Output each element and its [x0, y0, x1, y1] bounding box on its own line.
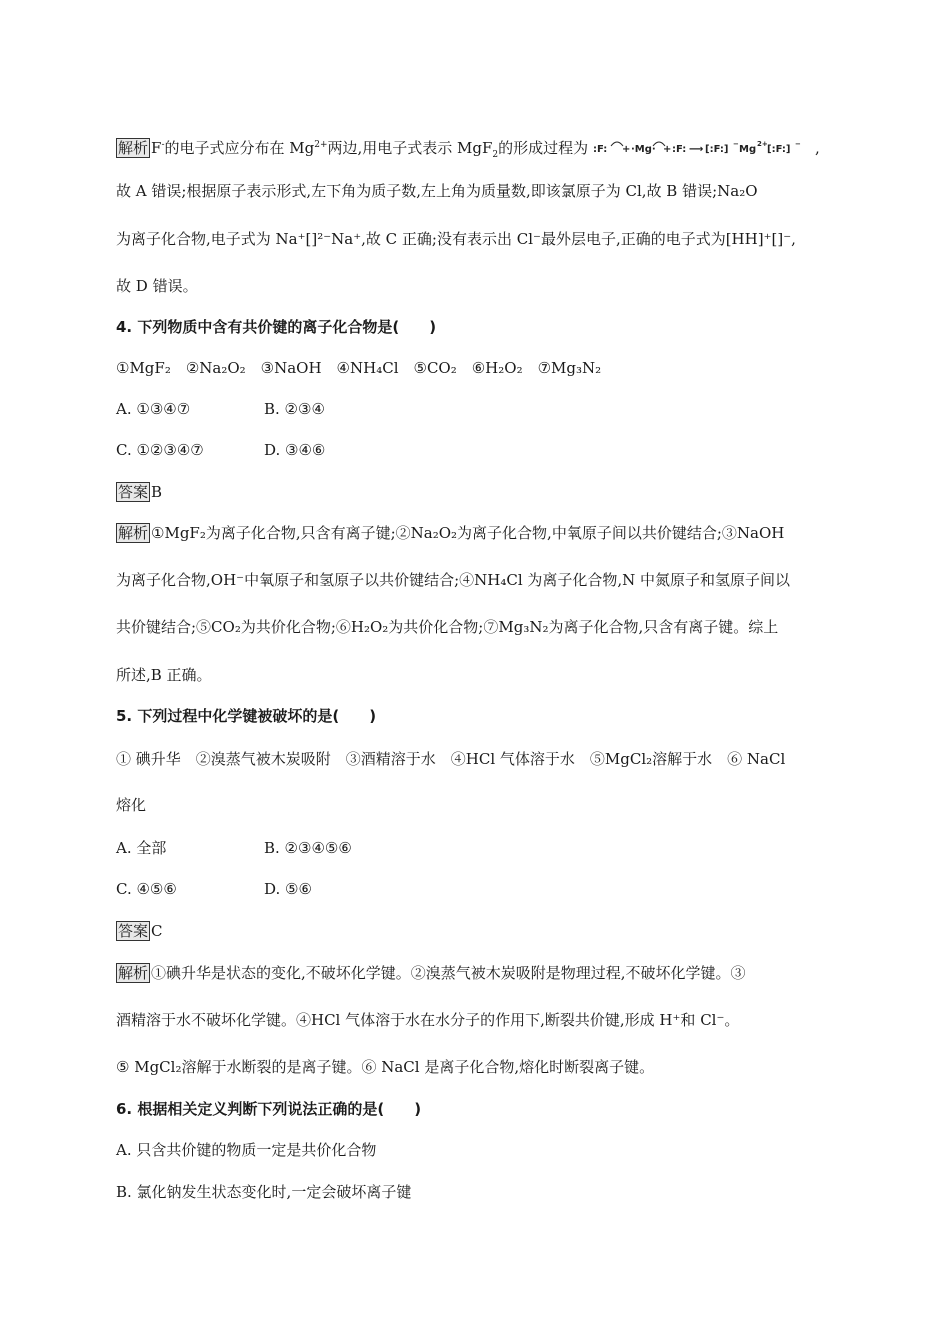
q4-analysis-line-2: 为离子化合物,OH⁻中氧原子和氢原子以共价键结合;④NH₄Cl 为离子化合物,N 中氮原子和氢原子间以 — [116, 571, 791, 589]
q5-answer — [116, 920, 163, 942]
svg-text::F:: :F: — [671, 144, 687, 155]
q4-option-d: D. ③④⑥ — [264, 441, 326, 459]
q4-options-row-1 — [116, 398, 325, 420]
q5-items-line-1: ① 碘升华 ②溴蒸气被木炭吸附 ③酒精溶于水 ④HCl 气体溶于水 ⑤MgCl₂溶解于水 ⑥ NaCl — [116, 750, 786, 768]
q6-option-b: B. 氯化钠发生状态变化时,一定会破坏离子键 — [116, 1183, 412, 1201]
q4-answer — [116, 481, 162, 503]
q5-items-line-2: 熔化 — [116, 796, 147, 814]
q5-option-d: D. ⑤⑥ — [264, 880, 312, 898]
q5-stem: 5. 下列过程中化学键被破坏的是( ) — [116, 707, 377, 725]
q5-analysis-line-2: 酒精溶于水不破坏化学键。④HCl 气体溶于水在水分子的作用下,断裂共价键,形成 H⁺和 Cl⁻。 — [116, 1011, 740, 1029]
q4-stem: 4. 下列物质中含有共价键的离子化合物是( ) — [116, 318, 437, 336]
q4-analysis-line-3: 共价键结合;⑤CO₂为共价化合物;⑥H₂O₂为共价化合物;⑦Mg₃N₂为离子化合物,只含有离子键。综上 — [116, 618, 779, 636]
svg-text:[:F:]: [:F:] — [704, 144, 729, 155]
q5-option-a: A. 全部 — [116, 839, 167, 857]
q3-analysis-line-1: 解析 F-的电子式应分布在 $Mg^{2+}$两边,用电子式表示 MgF$_2$的形成过程为 :F: + ·Mg· + :F: ⟶ [:F:] − Mg 2+ [:F:] − , — [118, 139, 820, 160]
analysis-tag: 解析 — [118, 964, 149, 982]
svg-text:[:F:]: [:F:] — [766, 144, 791, 155]
q3-analysis-line-2: 故 A 错误;根据原子表示形式,左下角为质子数,左上角为质量数,即该氯原子为 Cl,故 B 错误;Na₂O — [116, 182, 758, 200]
q4-answer-value: B — [151, 483, 163, 501]
q5-options-row-1 — [116, 837, 352, 859]
answer-tag: 答案 — [118, 483, 149, 501]
q4-option-c: C. ①②③④⑦ — [116, 441, 204, 459]
electron-formula-image — [593, 138, 815, 160]
q4-option-a: A. ①③④⑦ — [116, 400, 191, 418]
svg-text:⟶: ⟶ — [688, 144, 704, 155]
svg-text:Mg: Mg — [738, 144, 757, 155]
q5-option-c: C. ④⑤⑥ — [116, 880, 177, 898]
q3-analysis-line-3: 为离子化合物,电子式为 Na⁺[]²⁻Na⁺,故 C 正确;没有表示出 Cl⁻最外层电子,正确的电子式为[HH]⁺[]⁻, — [116, 230, 796, 248]
analysis-tag: 解析 — [118, 524, 149, 542]
q5-analysis-line-3: ⑤ MgCl₂溶解于水断裂的是离子键。⑥ NaCl 是离子化合物,熔化时断裂离子键。 — [116, 1058, 655, 1076]
q5-option-b: B. ②③④⑤⑥ — [264, 839, 352, 857]
q4-analysis-line-1: 解析 ①MgF₂为离子化合物,只含有离子键;②Na₂O₂为离子化合物,中氧原子间以共价键结合;③NaOH — [118, 524, 785, 542]
q6-stem: 6. 根据相关定义判断下列说法正确的是( ) — [116, 1100, 422, 1118]
q4-option-b: B. ②③④ — [264, 400, 325, 418]
q6-option-a: A. 只含共价键的物质一定是共价化合物 — [116, 1141, 377, 1159]
q4-options-row-2 — [116, 439, 325, 461]
analysis-tag: 解析 — [118, 139, 149, 157]
svg-text::F:: :F: — [592, 144, 608, 155]
svg-text:·Mg·: ·Mg· — [630, 144, 656, 155]
q4-items: ①MgF₂ ②Na₂O₂ ③NaOH ④NH₄Cl ⑤CO₂ ⑥H₂O₂ ⑦Mg₃N₂ — [116, 359, 602, 377]
svg-text:−: − — [794, 140, 801, 148]
q3-analysis-line-4: 故 D 错误。 — [116, 277, 198, 295]
q5-answer-value: C — [151, 922, 163, 940]
answer-tag: 答案 — [118, 922, 149, 940]
svg-text:−: − — [732, 140, 739, 148]
svg-text:2+: 2+ — [756, 140, 768, 148]
svg-text:+: + — [662, 144, 672, 155]
q5-analysis-line-1: 解析 ①碘升华是状态的变化,不破坏化学键。②溴蒸气被木炭吸附是物理过程,不破坏化学键。③ — [118, 964, 746, 982]
q5-options-row-2 — [116, 878, 312, 900]
q4-analysis-line-4: 所述,B 正确。 — [116, 666, 212, 684]
svg-text:+: + — [621, 144, 631, 155]
